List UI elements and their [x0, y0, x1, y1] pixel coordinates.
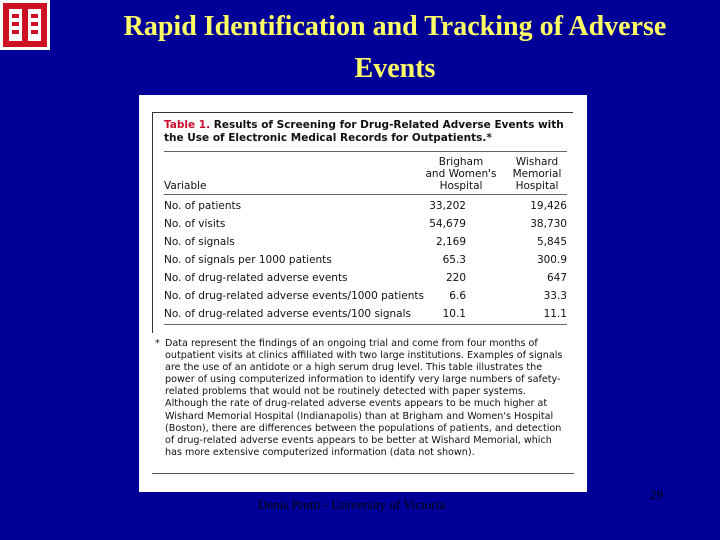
cell-brigham: 33,202 — [429, 200, 466, 212]
table-footnote — [155, 338, 567, 459]
cell-wishard: 38,730 — [530, 218, 567, 230]
cell-variable: No. of visits — [164, 218, 226, 230]
cell-brigham: 220 — [445, 272, 466, 284]
table-frame — [152, 112, 573, 333]
institution-logo-icon — [0, 0, 50, 50]
table-caption-text: Results of Screening for Drug-Related Adverse Events with the Use of Electronic Medical Records for Outpatients.* — [164, 119, 564, 144]
cell-wishard: 647 — [546, 272, 567, 284]
slide-footer: Denis Protti - University of Victoria — [258, 497, 446, 512]
footnote-marker: * — [155, 338, 160, 349]
table-row — [164, 269, 570, 287]
table-rule-bottom — [164, 324, 567, 325]
cell-wishard: 11.1 — [543, 308, 567, 320]
cell-wishard: 300.9 — [536, 254, 567, 266]
cell-wishard: 19,426 — [530, 200, 567, 212]
table-caption-label: Table 1. — [164, 119, 211, 131]
cell-wishard: 33.3 — [543, 290, 567, 302]
header-variable: Variable — [164, 180, 207, 192]
cell-variable: No. of drug-related adverse events — [164, 272, 348, 284]
cell-variable: No. of drug-related adverse events/100 signals — [164, 308, 411, 320]
table-row — [164, 197, 570, 215]
page-number: 29 — [650, 487, 663, 502]
cell-variable: No. of drug-related adverse events/1000 patients — [164, 290, 424, 302]
cell-variable: No. of signals — [164, 236, 235, 248]
table-row — [164, 233, 570, 251]
table-document — [139, 95, 587, 492]
cell-variable: No. of signals per 1000 patients — [164, 254, 332, 266]
table-rule-header — [164, 194, 567, 195]
cell-wishard: 5,845 — [536, 236, 567, 248]
table-row — [164, 215, 570, 233]
header-brigham: Brigham and Women's Hospital — [425, 156, 497, 192]
table-rule-top — [164, 151, 567, 152]
table-caption — [164, 119, 564, 145]
table-row — [164, 287, 570, 305]
cell-brigham: 54,679 — [429, 218, 466, 230]
footnote-text: Data represent the findings of an ongoing trial and come from four months of outpatient visits at clinics affiliated with two large institutions. Examples of signals are the use of an antidote or a high serum drug level. This table illustrates the power of using computerized information to identify very large numbers of safety-related problems that would not be routinely detected with paper systems. Although the rate of drug-related adverse events appears to be much higher at Wishard Memorial Hospital (Indianapolis) than at Brigham and Women's Hospital (Boston), there are differences between the populations of patients, and detection of drug-related adverse events appears to be better at Wishard Memorial, which has more extensive computerized information (data not shown). — [165, 338, 563, 458]
cell-brigham: 65.3 — [442, 254, 466, 266]
table-row — [164, 251, 570, 269]
cell-variable: No. of patients — [164, 200, 242, 212]
slide-title: Rapid Identification and Tracking of Adverse Events — [123, 11, 667, 84]
cell-brigham: 6.6 — [449, 290, 466, 302]
table-row — [164, 305, 570, 323]
cell-brigham: 10.1 — [442, 308, 466, 320]
cell-brigham: 2,169 — [435, 236, 466, 248]
document-rule-end — [152, 473, 574, 474]
header-wishard: Wishard Memorial Hospital — [512, 156, 562, 192]
table-body — [164, 197, 570, 323]
